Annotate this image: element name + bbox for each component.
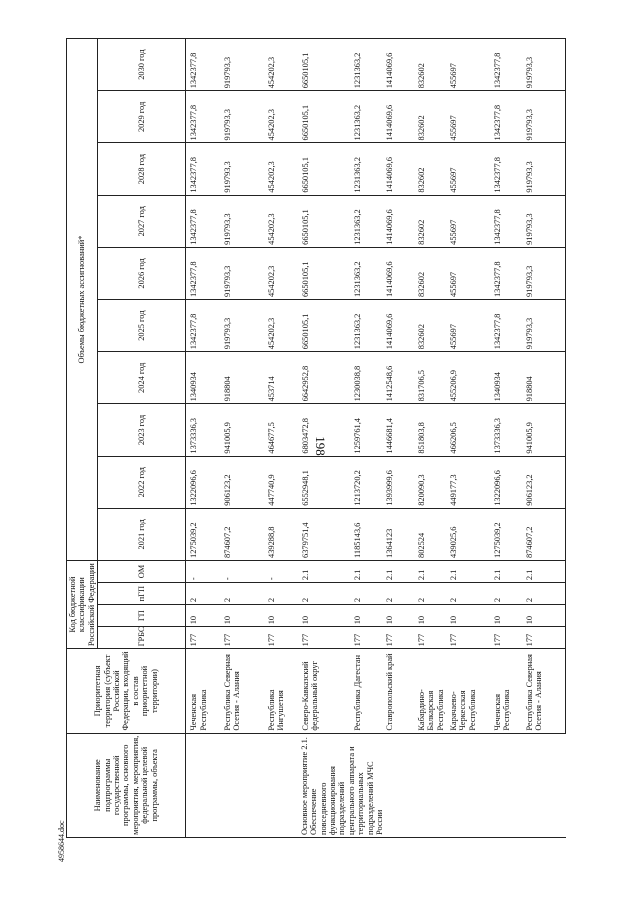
- value-cell: 918804: [220, 352, 264, 404]
- value-cell: 1231363,2: [350, 143, 382, 195]
- value-cell: 919793,3: [522, 195, 566, 247]
- value-cell: 455697: [446, 143, 490, 195]
- value-cell: 851803,8: [414, 404, 446, 456]
- value-cell: 6650105,1: [298, 91, 350, 143]
- value-cell: 1275039,2: [186, 508, 220, 560]
- region-name: Республика Северная Осетия - Алания: [220, 649, 264, 733]
- code-grbs: 177: [264, 627, 298, 649]
- value-cell: 6552948,1: [298, 456, 350, 508]
- value-cell: 449177,3: [446, 456, 490, 508]
- region-name: Республика Ингушетия: [264, 649, 298, 733]
- code-om: -: [264, 560, 298, 582]
- value-cell: 919793,3: [522, 300, 566, 352]
- value-cell: 919793,3: [220, 143, 264, 195]
- budget-allocation-table: [66, 38, 566, 838]
- header-year-6: 2027 год: [98, 195, 186, 247]
- value-cell: 454202,3: [264, 143, 298, 195]
- code-grbs: 177: [382, 627, 414, 649]
- value-cell: 439288,8: [264, 508, 298, 560]
- header-year-9: 2030 год: [98, 39, 186, 91]
- value-cell: 919793,3: [220, 300, 264, 352]
- value-cell: 1393999,6: [382, 456, 414, 508]
- header-code-0: ГРБС: [98, 627, 186, 649]
- value-cell: 6803472,8: [298, 404, 350, 456]
- table-row: [522, 39, 566, 838]
- table-row: [414, 39, 446, 838]
- value-cell: 919793,3: [522, 247, 566, 299]
- main-event-name: Основное мероприятие 2.1. Обеспечение повседневного функционирования подразделений центрального аппарата и территориальных подразделений МЧС России: [298, 733, 566, 837]
- value-cell: 455697: [446, 195, 490, 247]
- code-grbs: 177: [490, 627, 522, 649]
- value-cell: 454202,3: [264, 300, 298, 352]
- value-cell: 832602: [414, 39, 446, 91]
- code-om: 2.1: [490, 560, 522, 582]
- code-om: 2.1: [414, 560, 446, 582]
- value-cell: 1342377,8: [186, 39, 220, 91]
- header-code-1: ГП: [98, 605, 186, 627]
- code-gp: 10: [382, 605, 414, 627]
- region-name: Северо-Кавказский федеральный округ: [298, 649, 350, 733]
- value-cell: 454202,3: [264, 39, 298, 91]
- value-cell: 1259761,4: [350, 404, 382, 456]
- value-cell: 1373336,3: [490, 404, 522, 456]
- code-gp: 10: [186, 605, 220, 627]
- code-pgp: 2: [490, 583, 522, 605]
- value-cell: 906123,2: [220, 456, 264, 508]
- value-cell: 1230038,8: [350, 352, 382, 404]
- value-cell: 1342377,8: [490, 300, 522, 352]
- code-gp: 10: [298, 605, 350, 627]
- value-cell: 1342377,8: [186, 300, 220, 352]
- header-code-3: ОМ: [98, 560, 186, 582]
- code-om: -: [220, 560, 264, 582]
- code-pgp: 2: [350, 583, 382, 605]
- value-cell: 874607,2: [522, 508, 566, 560]
- header-year-4: 2025 год: [98, 300, 186, 352]
- value-cell: 919793,3: [220, 91, 264, 143]
- value-cell: 1231363,2: [350, 39, 382, 91]
- value-cell: 6650105,1: [298, 300, 350, 352]
- header-volume: Объемы бюджетных ассигнований*: [67, 39, 98, 561]
- region-name: Карачаево-Черкесская Республика: [446, 649, 490, 733]
- value-cell: 1340934: [186, 352, 220, 404]
- code-gp: 10: [264, 605, 298, 627]
- value-cell: 455697: [446, 300, 490, 352]
- value-cell: 832602: [414, 143, 446, 195]
- code-grbs: 177: [522, 627, 566, 649]
- value-cell: 1231363,2: [350, 300, 382, 352]
- code-pgp: 2: [186, 583, 220, 605]
- value-cell: 1364123: [382, 508, 414, 560]
- value-cell: 455697: [446, 39, 490, 91]
- header-year-2: 2023 год: [98, 404, 186, 456]
- value-cell: 6642952,8: [298, 352, 350, 404]
- code-gp: 10: [490, 605, 522, 627]
- value-cell: 466206,5: [446, 404, 490, 456]
- value-cell: 1414069,6: [382, 300, 414, 352]
- value-cell: 832602: [414, 300, 446, 352]
- code-om: -: [186, 560, 220, 582]
- value-cell: 1412548,6: [382, 352, 414, 404]
- value-cell: 1322096,6: [490, 456, 522, 508]
- value-cell: 918804: [522, 352, 566, 404]
- value-cell: 6379751,4: [298, 508, 350, 560]
- code-gp: 10: [350, 605, 382, 627]
- value-cell: 832602: [414, 195, 446, 247]
- table-row: [298, 39, 350, 838]
- value-cell: 1275039,2: [490, 508, 522, 560]
- code-grbs: 177: [350, 627, 382, 649]
- value-cell: 802524: [414, 508, 446, 560]
- value-cell: 1231363,2: [350, 247, 382, 299]
- value-cell: 464677,5: [264, 404, 298, 456]
- value-cell: 919793,3: [220, 247, 264, 299]
- code-pgp: 2: [382, 583, 414, 605]
- value-cell: 455206,9: [446, 352, 490, 404]
- value-cell: 919793,3: [522, 143, 566, 195]
- code-pgp: 2: [414, 583, 446, 605]
- value-cell: 6650105,1: [298, 39, 350, 91]
- table-row: [382, 39, 414, 838]
- value-cell: 1231363,2: [350, 91, 382, 143]
- budget-table-rotated: [66, 38, 611, 838]
- value-cell: 1342377,8: [186, 91, 220, 143]
- table-row: [220, 39, 264, 838]
- header-year-5: 2026 год: [98, 247, 186, 299]
- code-grbs: 177: [446, 627, 490, 649]
- value-cell: 1213720,2: [350, 456, 382, 508]
- value-cell: 1414069,6: [382, 39, 414, 91]
- value-cell: 1231363,2: [350, 195, 382, 247]
- code-om: 2.1: [350, 560, 382, 582]
- value-cell: 454202,3: [264, 195, 298, 247]
- table-row: [186, 39, 220, 838]
- header-year-1: 2022 год: [98, 456, 186, 508]
- value-cell: 1322096,6: [186, 456, 220, 508]
- value-cell: 1342377,8: [490, 143, 522, 195]
- value-cell: 447740,9: [264, 456, 298, 508]
- value-cell: 832602: [414, 91, 446, 143]
- region-name: Кабардино-Балкарская Республика: [414, 649, 446, 733]
- header-year-8: 2029 год: [98, 91, 186, 143]
- code-gp: 10: [446, 605, 490, 627]
- value-cell: 919793,3: [522, 39, 566, 91]
- value-cell: 1342377,8: [490, 247, 522, 299]
- value-cell: 1342377,8: [490, 195, 522, 247]
- code-grbs: 177: [220, 627, 264, 649]
- code-grbs: 177: [298, 627, 350, 649]
- table-body: [186, 39, 566, 838]
- code-om: 2.1: [382, 560, 414, 582]
- value-cell: 6650105,1: [298, 195, 350, 247]
- code-grbs: 177: [186, 627, 220, 649]
- value-cell: 1342377,8: [186, 247, 220, 299]
- value-cell: 1373336,3: [186, 404, 220, 456]
- value-cell: 1342377,8: [490, 91, 522, 143]
- value-cell: 6650105,1: [298, 143, 350, 195]
- value-cell: 1414069,6: [382, 91, 414, 143]
- value-cell: 455697: [446, 247, 490, 299]
- code-pgp: 2: [298, 583, 350, 605]
- header-code-2: пГП: [98, 583, 186, 605]
- header-name: Наименование подпрограммы государственной программы, основного мероприятия, мероприятия, федеральной целевой программы, объекта: [67, 733, 186, 837]
- value-cell: 832602: [414, 247, 446, 299]
- value-cell: 453714: [264, 352, 298, 404]
- value-cell: 1340934: [490, 352, 522, 404]
- document-filename: 4958644.doc: [57, 820, 66, 862]
- code-pgp: 2: [264, 583, 298, 605]
- value-cell: 820090,3: [414, 456, 446, 508]
- value-cell: 454202,3: [264, 247, 298, 299]
- region-name: Республика Северная Осетия - Алания: [522, 649, 566, 733]
- code-grbs: 177: [414, 627, 446, 649]
- main-event-cell: [186, 733, 298, 837]
- value-cell: 1414069,6: [382, 247, 414, 299]
- region-name: Чеченская Республика: [186, 649, 220, 733]
- value-cell: 1185143,6: [350, 508, 382, 560]
- header-year-3: 2024 год: [98, 352, 186, 404]
- value-cell: 1414069,6: [382, 143, 414, 195]
- code-gp: 10: [414, 605, 446, 627]
- table-row: [490, 39, 522, 838]
- region-name: Ставропольский край: [382, 649, 414, 733]
- table-row: [350, 39, 382, 838]
- value-cell: 919793,3: [220, 39, 264, 91]
- code-om: 2.1: [446, 560, 490, 582]
- value-cell: 919793,3: [220, 195, 264, 247]
- page-number: 198: [312, 436, 328, 456]
- header-year-0: 2021 год: [98, 508, 186, 560]
- region-name: Республика Дагестан: [350, 649, 382, 733]
- value-cell: 919793,3: [522, 91, 566, 143]
- header-budget-code: Код бюджетной классификации Российской Федерации: [67, 560, 98, 648]
- value-cell: 1342377,8: [186, 195, 220, 247]
- value-cell: 831706,5: [414, 352, 446, 404]
- value-cell: 941005,9: [522, 404, 566, 456]
- code-pgp: 2: [220, 583, 264, 605]
- value-cell: 906123,2: [522, 456, 566, 508]
- value-cell: 439025,6: [446, 508, 490, 560]
- value-cell: 1342377,8: [490, 39, 522, 91]
- table-row: [446, 39, 490, 838]
- code-pgp: 2: [522, 583, 566, 605]
- table-row: [264, 39, 298, 838]
- value-cell: 454202,3: [264, 91, 298, 143]
- value-cell: 1414069,6: [382, 195, 414, 247]
- value-cell: 455697: [446, 91, 490, 143]
- value-cell: 6650105,1: [298, 247, 350, 299]
- value-cell: 1446681,4: [382, 404, 414, 456]
- code-pgp: 2: [446, 583, 490, 605]
- header-territory: Приоритетная территория (субъект Российской Федерации, входящий в состав приоритетной территории): [67, 649, 186, 733]
- code-gp: 10: [220, 605, 264, 627]
- value-cell: 874607,2: [220, 508, 264, 560]
- value-cell: 941005,9: [220, 404, 264, 456]
- code-om: 2.1: [522, 560, 566, 582]
- header-year-7: 2028 год: [98, 143, 186, 195]
- code-gp: 10: [522, 605, 566, 627]
- code-om: 2.1: [298, 560, 350, 582]
- value-cell: 1342377,8: [186, 143, 220, 195]
- region-name: Чеченская Республика: [490, 649, 522, 733]
